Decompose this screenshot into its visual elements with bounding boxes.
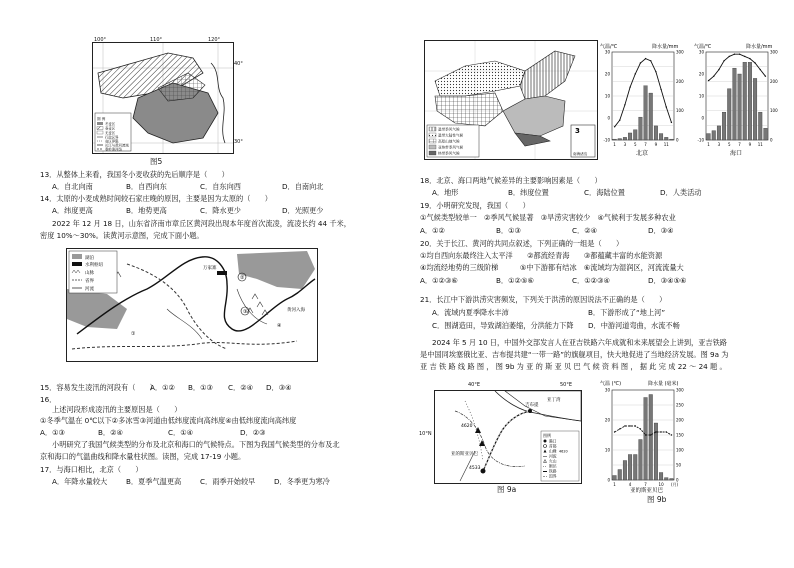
bj-chart-precip-bar-5 (633, 130, 637, 140)
fig9a-legend-3: 河流 (549, 453, 557, 459)
q21-stem: 21．长江中下游洪涝灾害频发，下列关于洪涝的原因说法不正确的是（ ） (420, 295, 667, 304)
q17-opt-d[interactable]: D．冬季更为寒冷 (274, 477, 330, 486)
hk-chart-temp-point-6 (734, 54, 735, 55)
q15-opt-a[interactable]: A．①② (150, 383, 175, 392)
fig9a-lon-50: 50°E (560, 382, 573, 388)
river-legend-4: 河流 (85, 287, 94, 292)
fig9b-chart-precip-bar-7 (644, 398, 648, 481)
fig5-lon-120: 120° (208, 37, 221, 43)
q18-opt-c[interactable]: C．海陆位置 (584, 188, 625, 197)
place-estuary: 黄河入海 (287, 308, 305, 313)
fig9b-caption: 图 9b (647, 495, 667, 504)
svg-text:①: ① (131, 331, 136, 337)
bj-chart-precip-bar-10 (659, 134, 663, 140)
fig9b-chart-precip-bar-12 (670, 479, 674, 481)
fig5-legend-5: 省区界限 (105, 139, 119, 144)
hk-chart-ytick-left-2: 10 (698, 93, 704, 99)
fig9b-chart-ytick-right-5: 50 (676, 462, 682, 468)
fig9a-legend-5: 断层 (549, 463, 557, 469)
climate-legend-0: 温带季风气候 (438, 127, 460, 132)
beijing-climate-chart (598, 40, 690, 158)
q14-stem: 14．太原的小麦成熟时间较石家庄晚的原因，主要是因为太原的（ ） (40, 194, 272, 203)
intro3-line1: 2024 年 5 月 10 日，中国外交部发言人在亚吉铁路六年成就和未来展望会上讲到，亚吉铁路 (432, 338, 728, 347)
climate-legend-4: 热带季风气候 (438, 151, 460, 156)
hk-chart-temp-point-4 (723, 60, 724, 61)
river-legend-0: 湖泊 (85, 256, 94, 261)
map-marker: 3 (575, 127, 580, 135)
bj-chart-temp-point-3 (624, 104, 625, 105)
fig5-legend-1: 冬麦区 (105, 122, 116, 126)
fig9b-chart-precip-bar-5 (633, 455, 637, 481)
q17-stem: 17．与海口相比，北京（ ） (40, 465, 143, 474)
q17-opt-b[interactable]: B．夏季气温更高 (126, 477, 182, 486)
bj-chart-xtick-2: 5 (633, 142, 637, 147)
q21-opt-d[interactable]: D．中游河道弯曲，水流不畅 (588, 321, 680, 330)
fig9b-chart-ytick-right-4: 100 (676, 447, 684, 453)
fig9b-chart-xtick-2: 7 (644, 482, 647, 487)
fig9a-elev-1: 4620 (559, 449, 568, 454)
intro3-line2: 是中国同埃塞俄比亚、吉布提共建“一带一路”的旗舰项目，快大地促进了当地经济发展。图 9a 为 (420, 350, 729, 359)
climate-legend-2: 高原山地气候 (438, 139, 460, 144)
intro2-line1: 小明研究了我国气候类型的分布及北京和海口的气候特点。下图为我国气候类型的分布及北 (52, 440, 340, 449)
fig9b-plot (605, 388, 684, 488)
bj-chart-precip-bar-11 (664, 137, 668, 140)
fig5-legend-0: 图 例 (97, 117, 106, 121)
q13-opt-b[interactable]: B．自西向东 (126, 182, 167, 191)
q19-statements: ①气候类型较单一 ②季风气候显著 ③旱涝灾害较少 ④气候利于发展多种农业 (420, 213, 676, 222)
q14-opt-a[interactable]: A．纬度更高 (52, 206, 93, 215)
hk-plot (697, 50, 778, 148)
hk-chart-ytick-left-1: 20 (698, 71, 704, 77)
intro1-line2: 密度 10%～30%。读黄河示意图，完成下面小题。 (40, 231, 204, 240)
fig9a-lon-40: 40°E (468, 382, 481, 388)
hk-chart-ytick-right-2: 100 (770, 108, 778, 114)
fig9a-railway-map (434, 390, 582, 484)
yellow-river-map (66, 248, 318, 362)
bj-chart-temp-point-1 (614, 126, 615, 127)
fig5-legend-6: 长江与黄河流域 (105, 143, 129, 148)
q13-stem: 13．从整体上来看，我国冬小麦收获的先后顺序是（ ） (40, 170, 229, 179)
river-legend-2: 山脉 (85, 271, 94, 276)
q16-opt-d[interactable]: D．②③ (240, 428, 266, 437)
hk-ylabel-left: 气温/℃ (694, 44, 712, 50)
hk-chart-precip-bar-4 (722, 112, 726, 140)
bj-caption: 北京 (636, 150, 649, 157)
bj-ylabel-left: 气温/℃ (600, 44, 618, 50)
q13-opt-c[interactable]: C．自东向西 (200, 182, 241, 191)
fig9a-legend-6: 铁路 (549, 468, 557, 474)
bj-chart-ytick-left-2: 10 (604, 93, 610, 99)
q16-number: 16． (40, 395, 57, 404)
bj-chart-temp-point-7 (645, 58, 646, 59)
haikou-climate-chart (692, 40, 786, 158)
q15-opt-b[interactable]: B．①③ (188, 383, 214, 392)
hk-chart-precip-bar-1 (707, 134, 711, 140)
fig5-lon-100: 100° (94, 37, 107, 43)
fig5-caption: 图5 (150, 157, 163, 166)
river-legend-3: 省界 (85, 279, 94, 284)
q19-opt-c[interactable]: C．②④ (572, 226, 598, 235)
fig9b-chart-xtick-4: (月) (670, 482, 679, 487)
q19-opt-d[interactable]: D．③④ (648, 226, 674, 235)
q21-opt-a[interactable]: A．流域内夏季降水丰沛 (432, 308, 509, 317)
q16-opt-b[interactable]: B．②④ (98, 428, 124, 437)
bj-ylabel-right: 降水量/mm (652, 44, 679, 50)
fig9b-ylabel-left: 气温 (℃) (600, 381, 622, 387)
bj-chart-ytick-right-3: 0 (676, 137, 679, 143)
hk-chart-temp-point-9 (749, 58, 750, 59)
q21-opt-b[interactable]: B．下游形成了“地上河” (588, 308, 666, 317)
fig9b-chart-ytick-right-2: 200 (676, 417, 684, 423)
fig5-legend-3: 无麦区 (105, 131, 116, 135)
climate-legend-1: 温带大陆性气候 (438, 133, 464, 138)
djibouti-port (528, 409, 532, 413)
hk-chart-temp-point-12 (765, 76, 766, 77)
hk-chart-temp-point-5 (729, 56, 730, 57)
fig9a-legend-2: 山峰 (549, 448, 557, 454)
fig5-legend-4: 行政区界 (105, 135, 119, 140)
q14-opt-d[interactable]: D．光照更少 (282, 206, 324, 215)
hk-chart-precip-bar-5 (727, 89, 731, 140)
fig9b-chart-ytick-left-2: 10 (604, 447, 610, 453)
q20-statements-2: ④均流经地势的三级阶梯 ⑤中下游都有结冰 ⑥流域均为湿润区，河流流量大 (420, 263, 684, 272)
q16-statements: ①冬季气温在 0℃以下②多冰雪③河道由低纬度流向高纬度④由低纬度流向高纬度 (40, 416, 297, 425)
fig9a-legend-box (541, 431, 579, 481)
hk-chart-temp-line (709, 54, 766, 80)
peak-icon (475, 427, 481, 433)
q15-stem: 15．容易发生凌汛的河段有（ ） (40, 383, 157, 392)
fig9b-chart-precip-bar-4 (628, 455, 632, 481)
q20-opt-d[interactable]: D．③④⑤⑥ (648, 276, 687, 285)
q18-opt-d[interactable]: D．人类活动 (660, 188, 702, 197)
hk-chart-ytick-right-0: 300 (770, 49, 778, 55)
hk-chart-ytick-left-4: -10 (697, 137, 704, 143)
q20-opt-c[interactable]: C．①②③④ (572, 276, 610, 285)
q15-opt-c[interactable]: C．②④ (228, 383, 254, 392)
shaded-region-left (67, 289, 127, 329)
bj-chart-temp-point-6 (640, 62, 641, 63)
fig9a-elev-2: 4533 (469, 466, 481, 471)
hk-chart-temp-point-11 (760, 69, 761, 70)
climate-map-svg (425, 41, 597, 159)
hk-chart-precip-bar-6 (733, 68, 737, 140)
fig9b-chart-ytick-left-3: 0 (607, 477, 610, 483)
hk-chart-xtick-0: 1 (707, 142, 710, 147)
q18-opt-a[interactable]: A．地形 (432, 188, 459, 197)
fig5-wheat-map (92, 42, 234, 154)
bj-chart-xtick-3: 7 (644, 142, 647, 147)
hk-chart-ytick-right-3: 0 (770, 137, 773, 143)
temperate-continental (435, 61, 525, 96)
climate-legend-3: 亚热带季风气候 (438, 145, 464, 150)
fig9a-legend-1: 首都 (549, 443, 557, 449)
fig9b-chart-temp-point-10 (660, 431, 661, 432)
svg-text:③: ③ (243, 309, 248, 315)
hk-chart-precip-bar-3 (717, 126, 721, 140)
fig9b-chart-temp-point-4 (629, 425, 630, 426)
q20-opt-a[interactable]: A．①②③⑥ (420, 276, 458, 285)
q16-opt-a[interactable]: A．①③ (40, 428, 65, 437)
province-boundary (72, 341, 297, 349)
hk-chart-xtick-4: 9 (748, 142, 752, 147)
hk-chart-ytick-left-3: 0 (701, 115, 704, 121)
intro3-line3: 亚 吉 铁 路 线 路 图 ， 图 9b 为 亚 的 斯 亚 贝 巴 气 候 资 料 图 ， 据 此 完 成 22 ～ 24 题 。 (420, 362, 727, 371)
fig9a-caption: 图 9a (497, 485, 517, 494)
q20-opt-b[interactable]: B．①②⑤⑥ (496, 276, 534, 285)
bj-chart-xtick-5: 11 (663, 142, 669, 147)
bj-chart-temp-point-9 (655, 71, 656, 72)
tropical-monsoon (515, 133, 550, 146)
bj-chart-temp-point-10 (660, 89, 661, 90)
fig9b-climate-chart (598, 378, 694, 498)
fig9b-ylabel-right: 降水量 (毫米) (648, 381, 679, 387)
fig9a-legend-7: 国界 (549, 473, 557, 479)
fig9b-chart-temp-point-8 (650, 434, 651, 435)
hk-chart-xtick-2: 5 (727, 142, 731, 147)
hk-chart-temp-point-10 (754, 62, 755, 63)
bj-chart-precip-bar-9 (654, 126, 658, 140)
fig9b-chart-ytick-right-6: 0 (676, 477, 679, 483)
hk-chart-ytick-left-0: 30 (698, 49, 704, 55)
q18-opt-b[interactable]: B．纬度位置 (508, 188, 549, 197)
fig9b-chart-temp-point-3 (624, 425, 625, 426)
intro2-line2: 京和海口的气温曲线和降水量柱状图。读图，完成 17-19 小题。 (40, 452, 246, 461)
fig9b-xlabel: 亚的斯亚贝巴 (630, 488, 664, 494)
fig9b-chart-precip-bar-1 (613, 476, 617, 481)
bj-chart-ytick-right-1: 200 (676, 78, 684, 84)
hk-chart-temp-point-8 (744, 56, 745, 57)
hk-caption: 海口 (730, 150, 743, 157)
fig5-legend-7: 秦岭淮河线 (105, 147, 122, 152)
bj-chart-precip-bar-1 (613, 139, 617, 140)
bj-chart-temp-point-5 (635, 73, 636, 74)
bj-chart-precip-bar-6 (639, 117, 643, 140)
bj-chart-temp-point-11 (666, 106, 667, 107)
hk-chart-precip-bar-8 (743, 62, 747, 140)
river-legend-1: 水利枢纽 (85, 263, 103, 268)
q16-stem: 上述河段形成凌汛的主要原因是（ ） (52, 405, 182, 414)
dam-icon (217, 271, 227, 275)
bj-chart-precip-bar-3 (623, 137, 627, 140)
fig9b-chart-ytick-left-1: 20 (604, 417, 610, 423)
q19-opt-a[interactable]: A．①② (420, 226, 445, 235)
q14-opt-b[interactable]: B．地势更高 (126, 206, 167, 215)
bj-chart-temp-point-2 (619, 120, 620, 121)
hk-ylabel-right: 降水量/mm (746, 44, 773, 50)
bj-chart-ytick-left-4: -10 (603, 137, 610, 143)
fig9b-chart-xtick-3: 10 (658, 482, 664, 487)
fig5-lat-40: 40° (234, 61, 243, 67)
intro1-line1: 2022 年 12 月 18 日，山东省济南市章丘区黄河段出现本年度首次流凌，流凌长约 44 千米， (52, 219, 351, 228)
bj-chart-xtick-4: 9 (654, 142, 658, 147)
hk-chart-precip-bar-10 (753, 78, 757, 140)
fig9b-chart-ytick-right-0: 300 (676, 387, 684, 393)
fig9a-legend-4: 火山 (549, 458, 557, 464)
inset-label: 南海诸岛 (573, 152, 588, 156)
bj-chart-ytick-left-0: 30 (604, 49, 610, 55)
bj-chart-precip-bar-12 (670, 139, 674, 140)
hk-chart-precip-bar-2 (712, 131, 716, 140)
hk-chart-precip-bar-9 (748, 62, 752, 140)
fig5-map-svg (93, 43, 233, 153)
bj-chart-temp-point-8 (650, 60, 651, 61)
bj-chart-ytick-left-1: 20 (604, 71, 610, 77)
hk-chart-xtick-5: 11 (757, 142, 763, 147)
q20-stem: 20．关于长江、黄河的共同点叙述，下列正确的一组是（ ） (420, 239, 624, 248)
fig9b-chart-temp-point-7 (645, 434, 646, 435)
hk-chart-temp-point-1 (708, 80, 709, 81)
province-boundary-2 (127, 264, 227, 349)
fig9b-chart-temp-point-5 (635, 425, 636, 426)
fig9b-chart-temp-point-1 (614, 431, 615, 432)
bj-chart-precip-bar-2 (618, 139, 622, 140)
fig9b-chart-xtick-0: 1 (613, 482, 616, 487)
fig5-legend-2: 春麦区 (105, 126, 116, 131)
china-climate-map (424, 40, 598, 160)
fig9a-lat-10: 10°N (419, 431, 432, 437)
fig9b-chart-temp-point-2 (619, 428, 620, 429)
fig9a-legend-0: 港口 (549, 438, 557, 444)
place-wanjiazhai: 万家寨 (203, 266, 217, 271)
bj-plot (603, 50, 684, 148)
q19-stem: 19．小明研究发现，我国（ ） (420, 201, 530, 210)
fig9a-label-addis: 亚的斯亚贝巴 (451, 452, 478, 457)
fig9a-label-gulf: 亚丁湾 (547, 398, 561, 403)
fig9b-chart-precip-bar-2 (618, 470, 622, 481)
bj-chart-temp-point-12 (671, 122, 672, 123)
bj-chart-precip-bar-4 (628, 133, 632, 140)
fig9b-chart-temp-point-12 (671, 434, 672, 435)
fig9b-chart-precip-bar-6 (639, 440, 643, 481)
addis-ababa-capital (481, 469, 486, 474)
q13-opt-a[interactable]: A．自北向南 (52, 182, 93, 191)
bj-chart-precip-bar-7 (644, 86, 648, 140)
fig5-lon-110: 110° (150, 37, 163, 43)
hk-chart-xtick-1: 3 (717, 142, 721, 147)
q13-opt-d[interactable]: D．自南向北 (282, 182, 324, 191)
bj-chart-temp-line (615, 59, 672, 127)
yellow-river-svg (67, 249, 317, 361)
fig9b-chart-temp-point-9 (655, 431, 656, 432)
shaded-region-top (237, 251, 315, 289)
q16-opt-c[interactable]: C．①④ (168, 428, 194, 437)
hk-chart-temp-point-3 (718, 69, 719, 70)
hk-chart-xtick-3: 7 (738, 142, 741, 147)
railway-line (483, 411, 530, 471)
hk-chart-precip-bar-7 (738, 74, 742, 140)
tributary-1 (167, 309, 202, 339)
bj-chart-precip-bar-8 (649, 93, 653, 140)
fig9b-chart-precip-bar-8 (649, 395, 653, 481)
fig9b-chart-precip-bar-3 (623, 461, 627, 481)
q14-opt-c[interactable]: C．降水更少 (200, 206, 241, 215)
svg-text:④: ④ (277, 323, 282, 329)
fig5-lat-30: 30° (234, 139, 243, 145)
bj-chart-ytick-right-0: 300 (676, 49, 684, 55)
fig9b-chart-ytick-left-0: 30 (604, 387, 610, 393)
fig9a-svg (435, 391, 581, 483)
highland-climate (435, 93, 503, 126)
fig9b-chart-ytick-right-1: 250 (676, 402, 684, 408)
subtropical-monsoon (503, 96, 565, 136)
national-border (455, 411, 525, 467)
q19-opt-b[interactable]: B．①③ (496, 226, 522, 235)
bj-chart-xtick-0: 1 (613, 142, 616, 147)
bj-chart-temp-point-4 (629, 87, 630, 88)
hk-chart-temp-point-7 (739, 54, 740, 55)
q20-statements-1: ①均自西向东最终注入太平洋 ②都流经青海 ③都蕴藏丰富的水能资源 (420, 251, 663, 260)
fig9a-label-djibouti: 吉布提 (525, 403, 539, 408)
railway-ties (483, 411, 530, 471)
fig9b-chart-temp-line (615, 426, 672, 435)
hk-chart-temp-point-2 (713, 76, 714, 77)
fig9b-chart-xtick-1: 4 (628, 482, 632, 487)
hk-chart-ytick-right-1: 200 (770, 78, 778, 84)
temperate-monsoon (520, 51, 575, 99)
fig9b-chart-precip-bar-10 (659, 473, 663, 481)
q15-opt-d[interactable]: D．③④ (266, 383, 292, 392)
fig9a-legend-title: 图例 (543, 433, 551, 438)
fig9b-chart-precip-bar-11 (664, 478, 668, 480)
fig9a-elev-0: 4620 (461, 424, 473, 429)
q17-opt-a[interactable]: A．年降水量较大 (52, 477, 108, 486)
q18-stem: 18．北京、海口两地气候差异的主要影响因素是（ ） (420, 176, 602, 185)
svg-text:②: ② (240, 275, 245, 281)
fig9b-chart-ytick-right-3: 150 (676, 432, 684, 438)
bj-chart-ytick-left-3: 0 (607, 115, 610, 121)
bj-chart-ytick-right-2: 100 (676, 108, 684, 114)
bj-chart-xtick-1: 3 (623, 142, 627, 147)
fig9b-chart-temp-point-11 (666, 431, 667, 432)
q17-opt-c[interactable]: C．雨季开始较早 (200, 477, 256, 486)
fig9b-chart-temp-point-6 (640, 428, 641, 429)
hk-chart-precip-bar-12 (764, 128, 768, 140)
hk-chart-precip-bar-11 (758, 112, 762, 140)
q21-opt-c[interactable]: C．围湖造田，导致湖泊萎缩，分洪能力下降 (432, 321, 574, 330)
